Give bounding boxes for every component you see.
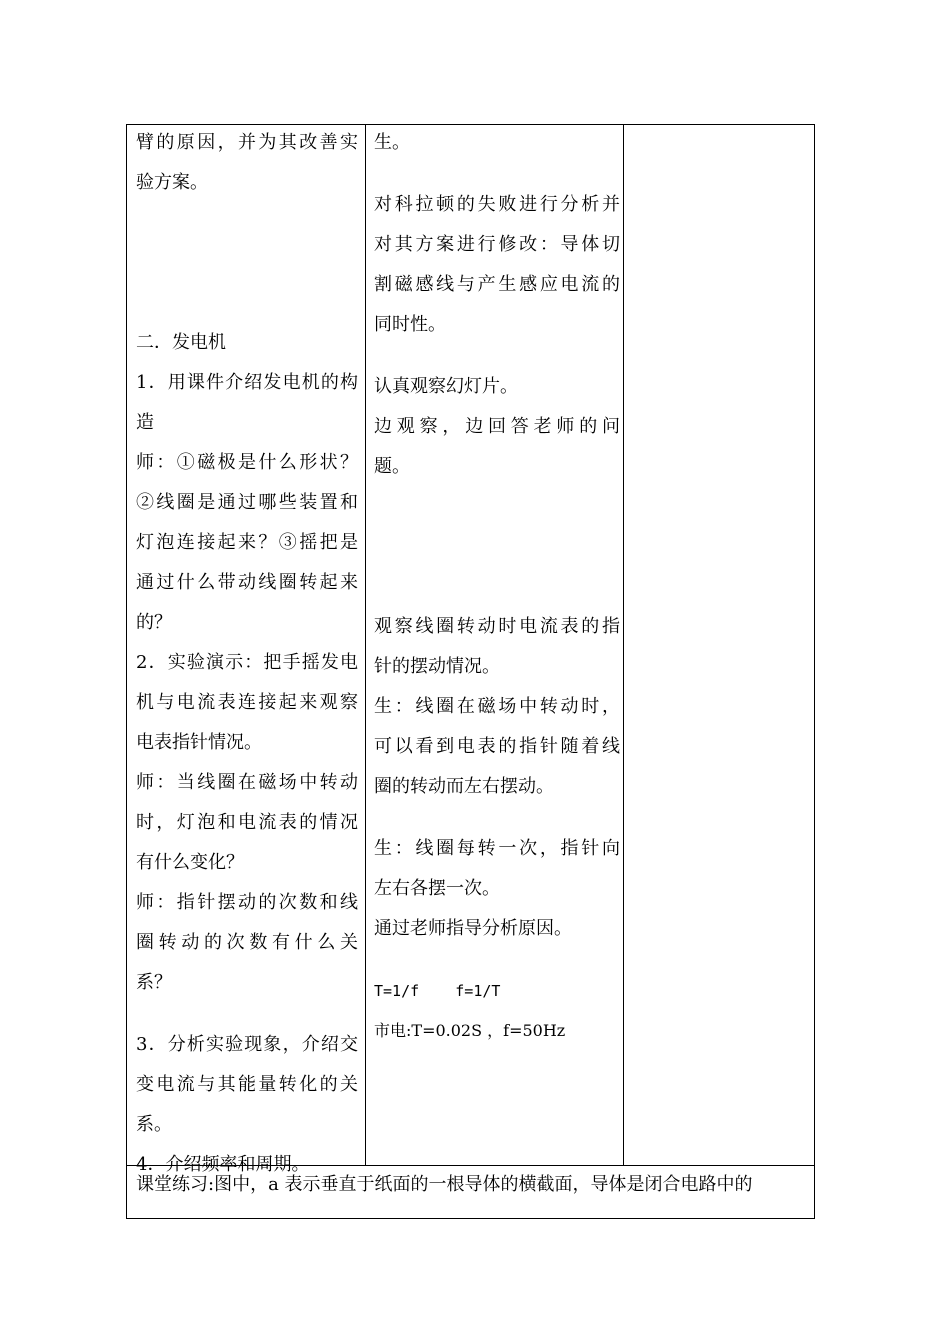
text-line: 观察线圈转动时电流表的指 <box>374 616 620 637</box>
text-line: 时，灯泡和电流表的情况 <box>136 812 358 833</box>
column-divider-1 <box>365 125 366 1165</box>
text-line: 师：指针摆动的次数和线 <box>136 892 358 913</box>
text-line: 系？ <box>136 972 172 993</box>
text-line: 对其方案进行修改：导体切 <box>374 234 620 255</box>
text-line: 4．介绍频率和周期。 <box>136 1154 310 1175</box>
lesson-table <box>126 124 815 1219</box>
text-line: 2．实验演示：把手摇发电 <box>136 652 358 673</box>
text-line: 认真观察幻灯片。 <box>374 376 518 397</box>
text-line: 生：线圈每转一次，指针向 <box>374 838 620 859</box>
text-line: 臂的原因，并为其改善实 <box>136 132 358 153</box>
exercise-cell <box>136 1165 808 1205</box>
section-heading: 二．发电机 <box>136 332 226 353</box>
text-line: 系。 <box>136 1114 172 1135</box>
text-line: 电表指针情况。 <box>136 732 262 753</box>
text-line: 通过什么带动线圈转起来 <box>136 572 358 593</box>
column-divider-2 <box>623 125 624 1165</box>
text-line: 1．用课件介绍发电机的构 <box>136 372 358 393</box>
text-line: 师：当线圈在磁场中转动 <box>136 772 358 793</box>
text-line: 师：①磁极是什么形状？ <box>136 452 358 473</box>
text-line: 圈转动的次数有什么关 <box>136 932 358 953</box>
text-line: 造 <box>136 412 154 433</box>
text-line: 割磁感线与产生感应电流的 <box>374 274 620 295</box>
text-line: 圈的转动而左右摆动。 <box>374 776 554 797</box>
text-line: 题。 <box>374 456 410 477</box>
text-line: 灯泡连接起来？③摇把是 <box>136 532 358 553</box>
text-line: 验方案。 <box>136 172 208 193</box>
text-line: 边观察，边回答老师的问 <box>374 416 620 437</box>
text-line: 针的摆动情况。 <box>374 656 500 677</box>
text-line: ②线圈是通过哪些装置和 <box>136 492 358 513</box>
text-line: 变电流与其能量转化的关 <box>136 1074 358 1095</box>
text-line: 机与电流表连接起来观察 <box>136 692 358 713</box>
text-line: 生：线圈在磁场中转动时， <box>374 696 620 717</box>
formula-line: T=1/f f=1/T <box>374 982 501 1000</box>
student-activity-cell <box>374 123 620 1051</box>
text-line: 可以看到电表的指针随着线 <box>374 736 620 757</box>
text-line: 通过老师指导分析原因。 <box>374 918 572 939</box>
text-line: 生。 <box>374 132 410 153</box>
text-line: 有什么变化？ <box>136 852 244 873</box>
text-line: 同时性。 <box>374 314 446 335</box>
text-line: 左右各摆一次。 <box>374 878 500 899</box>
teacher-activity-cell <box>136 123 358 1185</box>
text-line: 的？ <box>136 612 172 633</box>
text-line: 3．分析实验现象，介绍交 <box>136 1034 358 1055</box>
exercise-text: 课堂练习:图中，a 表示垂直于纸面的一根导体的横截面，导体是闭合电路中的 <box>136 1174 753 1195</box>
text-line: 对科拉顿的失败进行分析并 <box>374 194 620 215</box>
formula-line: 市电:T=0.02S ，f=50Hz <box>374 1021 566 1040</box>
